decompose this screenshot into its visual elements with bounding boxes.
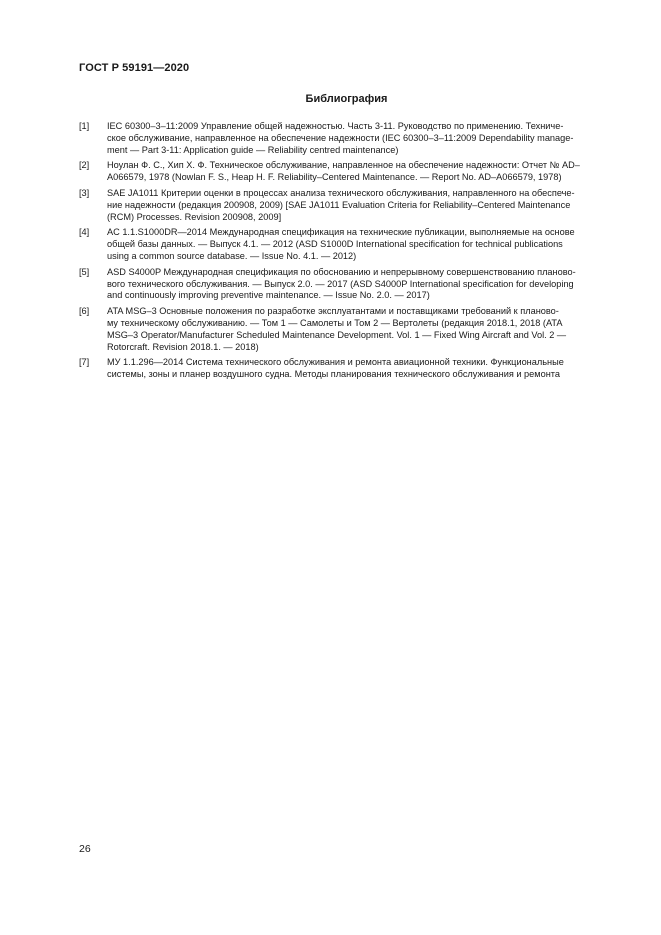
reference-item (79, 121, 587, 156)
bibliography-list (79, 121, 587, 385)
reference-text: SAE JA1011 Критерии оценки в процессах анализа технического обслуживания, направленного на обеспече- ние надежности (редакция 200908, 2009) [SAE JA1011 Evaluation Criteria for Reliability–Centered Maintenance (RCM) Processes. Revision 200908, 2009] (107, 187, 575, 222)
reference-text: Ноулан Ф. С., Хип Х. Ф. Техническое обслуживание, направленное на обеспечение надежности: Отчет № AD– A066579, 1978 (Nowlan F. S., Heap H. F. Reliability–Centered Maintenance. — Report No. AD–A066579, 1978) (107, 160, 580, 183)
reference-number: [3] (79, 187, 90, 198)
page-number: 26 (79, 843, 91, 855)
reference-text: ASD S4000P Международная спецификация по обоснованию и непрерывному совершенствованию планово- вого технического обслуживания. — Выпуск 2.0. — 2017 (ASD S4000P International specification for developing and continuously improving preventive maintenance. — Issue No. 2.0. — 2017) (107, 266, 576, 301)
reference-number: [2] (79, 160, 90, 171)
reference-item (79, 227, 587, 262)
reference-number: [7] (79, 357, 90, 368)
reference-text: МУ 1.1.296—2014 Система технического обслуживания и ремонта авиационной техники. Функциональные системы, зоны и планер воздушного судна. Методы планирования технического обслуживания и ремонта (107, 357, 564, 380)
reference-number: [1] (79, 121, 90, 131)
reference-item (79, 306, 587, 353)
reference-number: [5] (79, 266, 90, 277)
reference-number: [4] (79, 227, 90, 238)
reference-item (79, 188, 587, 223)
reference-item (79, 267, 587, 302)
reference-number: [6] (79, 306, 90, 317)
bibliography-title: Библиография (305, 93, 388, 105)
reference-text: IEC 60300–3–11:2009 Управление общей надежностью. Часть 3-11. Руководство по применению. Техниче- ское обслуживание, направленное на обеспечение надежности (IEC 60300–3–11:2009 Dependability manage- ment — Part 3-11: Application guide — Reliability centred maintenance) (107, 121, 574, 155)
reference-item (79, 160, 587, 184)
standard-code-header: ГОСТ Р 59191—2020 (79, 62, 190, 74)
reference-item (79, 357, 587, 381)
reference-text: ATA MSG–3 Основные положения по разработке эксплуатантами и поставщиками требований к планово- му техническому обслуживанию. — Том 1 — Самолеты и Том 2 — Вертолеты (редакция 2018.1, 2018 (ATA MSG–3 Operator/Manufacturer Scheduled Maintenance Development. Vol. 1 — Fixed Wing Aircraft and Vol. 2 — Rotorcraft. Revision 2018.1. — 2018) (107, 306, 567, 352)
reference-text: AC 1.1.S1000DR—2014 Международная спецификация на технические публикации, выполняемые на основе общей базы данных. — Выпуск 4.1. — 2012 (ASD S1000D International specification for technical publications using a common source database. — Issue No. 4.1. — 2012) (107, 227, 575, 261)
